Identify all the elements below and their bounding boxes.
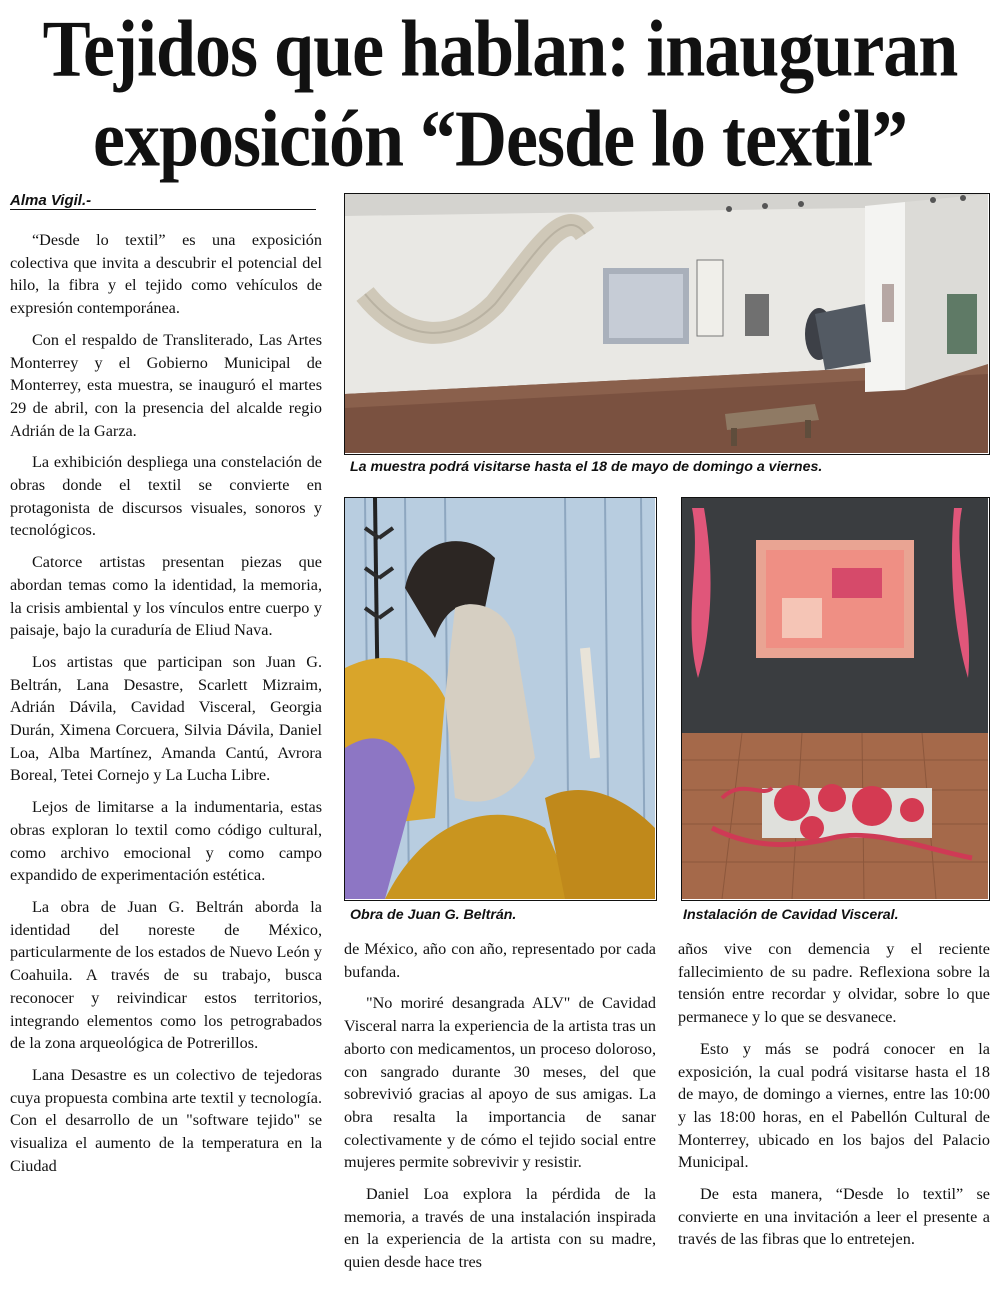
paragraph: de México, año con año, representado por cada bufanda. <box>344 940 656 981</box>
textile-portrait-photo <box>344 497 657 901</box>
paragraph: La exhibición despliega una constelación de obras donde el textil se convierte en protagonista de discursos visuales, sonoros y tecnológicos. <box>10 453 322 540</box>
installation-illustration <box>682 498 988 899</box>
paragraph: La obra de Juan G. Beltrán aborda la identidad del noreste de México, particularmente de los estados de Nuevo León y Coahuila. A través de su trabajo, busca reconocer y reivindicar estos territorios, integrando elementos como los petrograbados de la zona arqueológica de Potrerillos. <box>10 897 322 1053</box>
article-column-3 <box>678 938 990 1293</box>
paragraph: Los artistas que participan son Juan G. Beltrán, Lana Desastre, Scarlett Mizraim, Adrián Dávila, Cavidad Visceral, Georgia Durán, Ximena Corcuera, Silvia Dávila, Daniel Loa, Alba Martínez, Amanda Cantú, Avrora Boreal, Tetei Cornejo y La Lucha Libre. <box>10 652 322 785</box>
textile-illustration <box>345 498 655 899</box>
headline <box>0 4 1000 183</box>
paragraph: años vive con demencia y el reciente fallecimiento de su padre. Reflexiona sobre la tensión entre recordar y olvidar, sobre lo que permanece y lo que se desvanece. <box>678 940 990 1027</box>
gallery-illustration <box>345 194 988 453</box>
paragraph: Lejos de limitarse a la indumentaria, estas obras exploran lo textil como código cultural, como archivo emocional y como campo expandido de experimentación estética. <box>10 798 322 885</box>
byline: Alma Vigil.- <box>10 192 316 210</box>
headline-line-2: exposición “Desde lo textil” <box>93 93 907 184</box>
article-column-1 <box>10 229 322 1293</box>
beltran-caption: Obra de Juan G. Beltrán. <box>350 907 517 923</box>
headline-line-1: Tejidos que hablan: inauguran <box>42 4 958 94</box>
gallery-caption: La muestra podrá visitarse hasta el 18 de mayo de domingo a viernes. <box>350 459 823 475</box>
paragraph: Daniel Loa explora la pérdida de la memoria, a través de una instalación inspirada en la experiencia de la artista con su madre, quien desde hace tres <box>344 1185 656 1272</box>
paragraph: “Desde lo textil” es una exposición colectiva que invita a descubrir el potencial del hilo, la fibra y el tejido como vehículos de expresión contemporánea. <box>10 231 322 318</box>
paragraph: Catorce artistas presentan piezas que abordan temas como la identidad, la memoria, la crisis ambiental y los vínculos entre cuerpo y paisaje, bajo la curaduría de Eliud Nava. <box>10 553 322 640</box>
paragraph: Lana Desastre es un colectivo de tejedoras cuya propuesta combina arte textil y tecnología. Con el desarrollo de un "software tejido" se visualiza el aumento de la temperatura en la Ciudad <box>10 1065 322 1175</box>
paragraph: De esta manera, “Desde lo textil” se convierte en una invitación a leer el presente a través de las fibras que lo entretejen. <box>678 1185 990 1249</box>
paragraph: Con el respaldo de Transliterado, Las Artes Monterrey y el Gobierno Municipal de Monterrey, esta muestra, se inauguró el martes 29 de abril, con la presencia del alcalde regio Adrián de la Garza. <box>10 330 322 440</box>
gallery-photo <box>344 193 990 455</box>
article-column-2 <box>344 938 656 1293</box>
cavidad-caption: Instalación de Cavidad Visceral. <box>683 907 899 923</box>
paragraph: "No moriré desangrada ALV" de Cavidad Visceral narra la experiencia de la artista tras un aborto con medicamentos, un proceso doloroso, con sangrado durante 30 meses, del que sobrevivió gracias al apoyo de sus amigas. La obra resalta la importancia de sanar colectivamente y de cómo el tejido social entre mujeres permite sobrevivir y resistir. <box>344 994 656 1172</box>
installation-photo <box>681 497 990 901</box>
paragraph: Esto y más se podrá conocer en la exposición, la cual podrá visitarse hasta el 18 de mayo, de domingo a viernes, entre las 10:00 y las 18:00 horas, en el Pabellón Cultural de Monterrey, ubicado en los bajos del Palacio Municipal. <box>678 1039 990 1172</box>
